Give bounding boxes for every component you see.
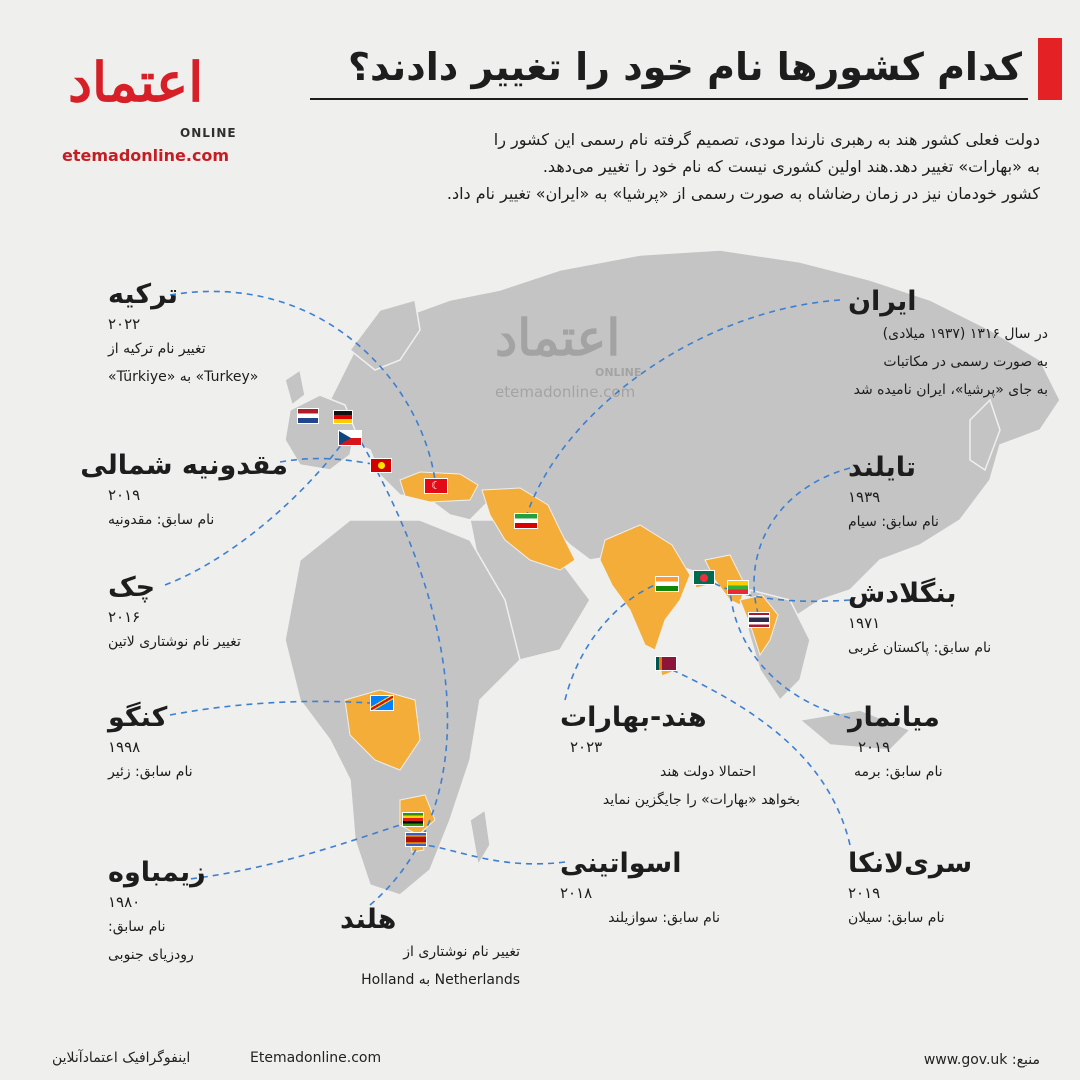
- label-thailand: [848, 450, 1028, 536]
- label-congo: [108, 700, 268, 786]
- intro-line: به «بهارات» تغییر دهد.هند اولین کشوری نیست که نام خود را تغییر می‌دهد.: [542, 157, 1040, 176]
- flag-congo: [370, 695, 394, 711]
- label-india: [560, 700, 800, 814]
- watermark-url: etemadonline.com: [495, 383, 636, 401]
- flag-eswatini: [405, 832, 427, 847]
- flag-thailand: [748, 612, 770, 628]
- country-year: ۲۰۱۸: [560, 884, 593, 902]
- logo-word: اعتماد: [68, 50, 204, 114]
- land-uk: [285, 370, 305, 405]
- country-name: تایلند: [848, 452, 917, 483]
- country-note: «Turkey» به «Türkiye»: [108, 369, 259, 385]
- country-year: ۲۰۱۹: [848, 884, 881, 902]
- logo-online: ONLINE: [180, 126, 237, 140]
- flag-india: [655, 576, 679, 592]
- flag-czech: [338, 430, 362, 446]
- country-year: ۲۰۱۹: [108, 486, 141, 504]
- title-underline: [310, 98, 1028, 100]
- country-name: مقدونیه شمالی: [80, 450, 288, 481]
- country-note: تغییر نام ترکیه از: [108, 341, 206, 357]
- country-year: ۱۹۷۱: [848, 614, 881, 632]
- country-note: نام سابق: زئیر: [108, 764, 193, 780]
- country-name: اسواتینی: [560, 848, 682, 879]
- label-zimbabwe: [108, 855, 268, 969]
- country-name: سری‌لانکا: [848, 848, 973, 879]
- flag-zimbabwe: [402, 812, 424, 827]
- flag-macedonia: [370, 458, 392, 473]
- country-note: به صورت رسمی در مکاتبات: [883, 354, 1048, 370]
- label-srilanka: [848, 846, 1028, 932]
- country-year: ۲۰۱۹: [858, 738, 891, 756]
- country-name: هلند: [340, 904, 397, 935]
- intro-paragraph: [350, 126, 1040, 207]
- intro-line: دولت فعلی کشور هند به رهبری نارندا مودی، تصمیم گرفته نام رسمی این کشور را: [493, 130, 1040, 149]
- footer-site[interactable]: Etemadonline.com: [250, 1050, 382, 1066]
- country-note: تغییر نام نوشتاری از: [403, 944, 520, 960]
- flag-myanmar: [727, 580, 749, 595]
- country-note: به جای «پرشیا»، ایران نامیده شد: [853, 382, 1048, 398]
- label-netherlands: [330, 902, 520, 994]
- footer-source: منبع: www.gov.uk: [923, 1052, 1040, 1068]
- intro-line: کشور خودمان نیز در زمان رضاشاه به صورت رسمی از «پرشیا» به «ایران» تغییر نام داد.: [446, 184, 1040, 203]
- country-name: ترکیه: [108, 279, 179, 310]
- flag-netherlands: [297, 408, 319, 424]
- country-name: زیمباوه: [108, 857, 206, 888]
- country-note: Netherlands به Holland: [361, 972, 520, 988]
- country-year: ۱۹۳۹: [848, 488, 881, 506]
- flag-turkey: ☾: [424, 478, 448, 494]
- watermark: [495, 310, 675, 420]
- country-note: تغییر نام نوشتاری لاتین: [108, 634, 241, 650]
- flag-iran: [514, 513, 538, 529]
- logo-url[interactable]: etemadonline.com: [62, 146, 230, 165]
- country-year: ۲۰۲۳: [570, 738, 603, 756]
- country-note: احتمالا دولت هند: [660, 764, 756, 780]
- flag-srilanka: [655, 656, 677, 671]
- country-note: نام سابق: برمه: [854, 764, 943, 780]
- country-note: رودزیای جنوبی: [108, 947, 194, 963]
- country-note: نام سابق: سیلان: [848, 910, 945, 926]
- label-turkey: [108, 277, 278, 391]
- label-macedonia: [80, 448, 288, 534]
- label-czech: [108, 570, 268, 656]
- label-eswatini: [560, 846, 720, 932]
- label-bangladesh: [848, 576, 1028, 662]
- country-year: ۱۹۹۸: [108, 738, 141, 756]
- footer-credit: اینفوگرافیک اعتمادآنلاین: [52, 1050, 191, 1066]
- connector-eswatini: [425, 845, 565, 864]
- country-note: نام سابق:: [108, 919, 166, 935]
- country-year: ۲۰۱۶: [108, 608, 141, 626]
- watermark-word: اعتماد: [495, 308, 621, 367]
- country-name: کنگو: [108, 702, 168, 733]
- country-note: بخواهد «بهارات» را جایگزین نماید: [602, 792, 800, 808]
- country-note: نام سابق: مقدونیه: [108, 512, 215, 528]
- country-name: میانمار: [848, 702, 940, 733]
- title-bar: [310, 38, 1062, 100]
- country-name: هند-بهارات: [560, 702, 707, 733]
- country-name: ایران: [848, 286, 917, 317]
- country-note: نام سابق: سیام: [848, 514, 939, 530]
- label-iran: [848, 284, 1048, 404]
- country-year: ۱۹۸۰: [108, 893, 141, 911]
- country-note: نام سابق: سوازیلند: [608, 910, 720, 926]
- flag-bangladesh: [693, 570, 715, 585]
- country-name: بنگلادش: [848, 578, 957, 609]
- country-note: در سال ۱۳۱۶ (۱۹۳۷ میلادی): [882, 326, 1048, 342]
- country-name: چک: [108, 572, 156, 603]
- label-myanmar: [848, 700, 1028, 786]
- country-year: ۲۰۲۲: [108, 315, 141, 333]
- country-note: نام سابق: پاکستان غربی: [848, 640, 992, 656]
- flag-germany: [333, 410, 353, 424]
- watermark-online: ONLINE: [595, 366, 642, 379]
- page-title: کدام کشورها نام خود را تغییر دادند؟: [347, 45, 1022, 89]
- title-accent: [1038, 38, 1062, 100]
